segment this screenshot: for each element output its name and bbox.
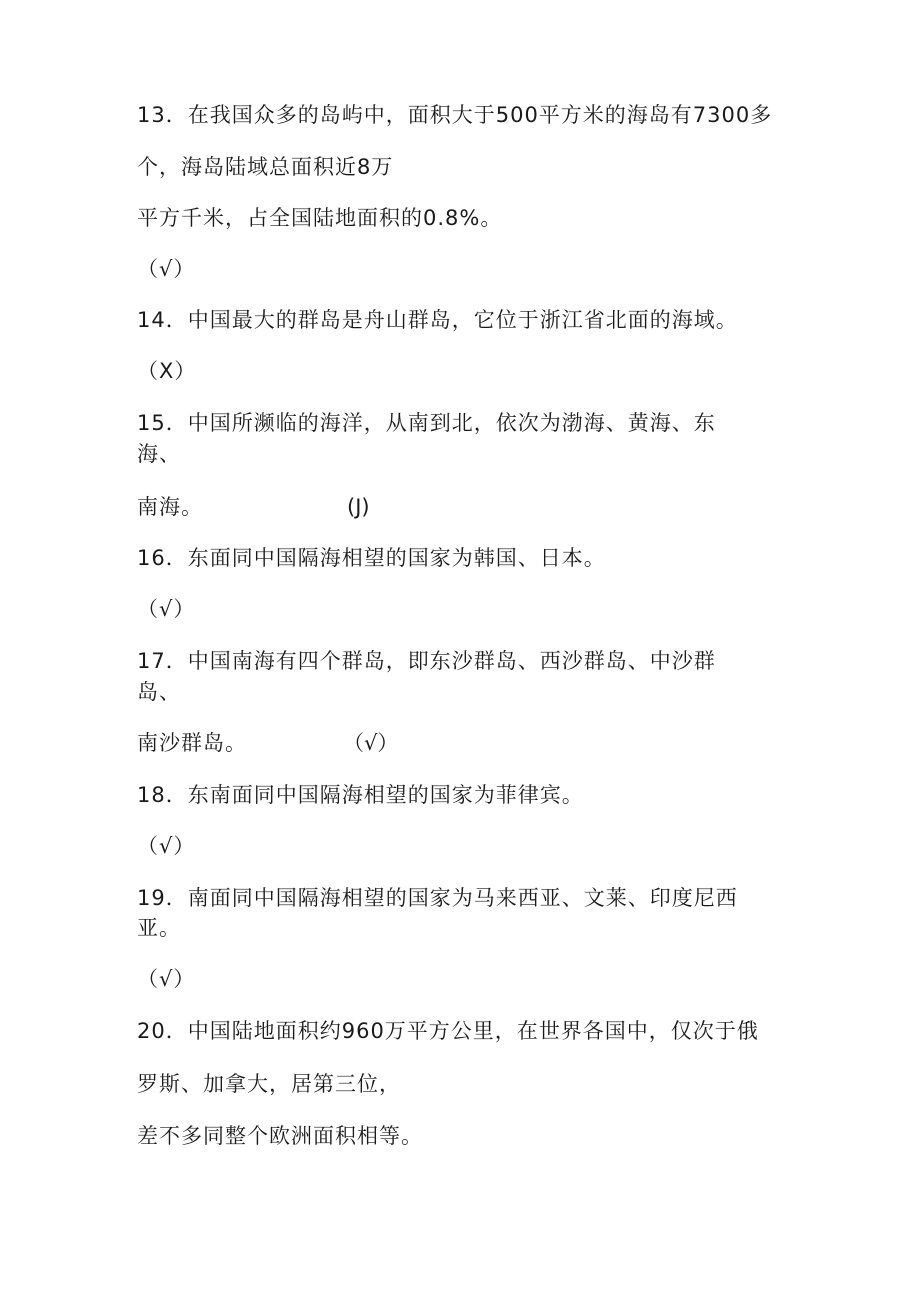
q13-line-1: 13．在我国众多的岛屿中，面积大于500平方米的海岛有7300多 — [137, 103, 773, 127]
q17-line-1: 17．中国南海有四个群岛，即东沙群岛、西沙群岛、中沙群 — [137, 649, 716, 673]
q17-line-2: 岛、 — [137, 680, 181, 704]
q18-answer: （√） — [137, 834, 196, 858]
q19-line-1: 19．南面同中国隔海相望的国家为马来西亚、文莱、印度尼西 — [137, 886, 738, 910]
q15-answer: (J) — [347, 495, 370, 519]
q16-line-1: 16．东面同中国隔海相望的国家为韩国、日本。 — [137, 546, 606, 570]
q14-line-1: 14．中国最大的群岛是舟山群岛，它位于浙江省北面的海域。 — [137, 308, 738, 332]
q15-line-3: 南海。 — [137, 495, 203, 519]
q13-answer: （√） — [137, 257, 196, 281]
q20-line-1: 20．中国陆地面积约960万平方公里，在世界各国中，仅次于俄 — [137, 1019, 759, 1043]
q16-answer: （√） — [137, 597, 196, 621]
q19-answer: （√） — [137, 967, 196, 991]
q20-line-3: 差不多同整个欧洲面积相等。 — [137, 1124, 423, 1148]
q15-line-1: 15．中国所濒临的海洋，从南到北，依次为渤海、黄海、东 — [137, 411, 716, 435]
q18-line-1: 18．东南面同中国隔海相望的国家为菲律宾。 — [137, 783, 584, 807]
q19-line-2: 亚。 — [137, 916, 181, 940]
q13-line-2: 个，海岛陆域总面积近8万 — [137, 155, 394, 179]
q20-line-2: 罗斯、加拿大，居第三位， — [137, 1072, 401, 1096]
q17-answer: （√） — [343, 731, 399, 755]
q15-line-2: 海、 — [137, 442, 181, 466]
q17-line-3: 南沙群岛。 — [137, 731, 247, 755]
q14-answer: （X） — [137, 359, 197, 383]
q13-line-3: 平方千米，占全国陆地面积的0.8%。 — [137, 206, 503, 230]
